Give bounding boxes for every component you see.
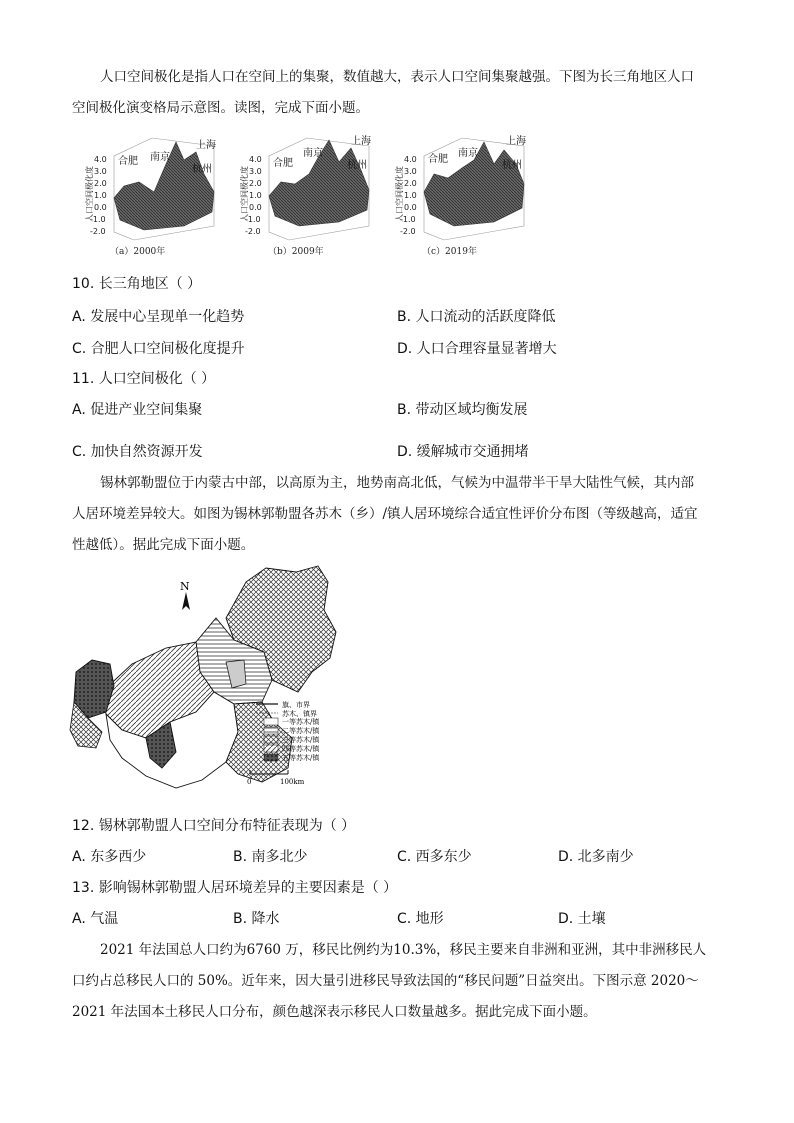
svg-text:N: N bbox=[180, 580, 190, 593]
svg-text:0.0: 0.0 bbox=[249, 203, 262, 212]
svg-text:4.0: 4.0 bbox=[249, 155, 262, 164]
passage-line: 空间极化演变格局示意图。读图，完成下面小题。 bbox=[72, 100, 369, 116]
svg-text:1.0: 1.0 bbox=[249, 191, 262, 200]
option-c[interactable]: C. 西多东少 bbox=[397, 849, 472, 865]
option-b[interactable]: B. 人口流动的活跃度降低 bbox=[397, 309, 556, 325]
city-label: 南京 bbox=[150, 152, 170, 163]
svg-text:三等苏木/镇: 三等苏木/镇 bbox=[282, 736, 320, 744]
option-c[interactable]: C. 合肥人口空间极化度提升 bbox=[72, 341, 245, 357]
option-a[interactable]: A. 促进产业空间集聚 bbox=[72, 402, 203, 418]
svg-text:-1.0: -1.0 bbox=[90, 215, 106, 224]
option-c[interactable]: C. 加快自然资源开发 bbox=[72, 444, 203, 460]
svg-text:-2.0: -2.0 bbox=[400, 227, 416, 236]
passage-line: 人口空间极化是指人口在空间上的集聚，数值越大，表示人口空间集聚越强。下图为长三角地区人口 bbox=[100, 69, 694, 85]
figure-caption: （c）2019年 bbox=[422, 247, 477, 257]
option-d[interactable]: D. 土壤 bbox=[558, 911, 606, 927]
svg-text:0: 0 bbox=[247, 778, 252, 786]
svg-text:1.0: 1.0 bbox=[404, 191, 417, 200]
surface-plot-2000 bbox=[84, 138, 216, 240]
city-label: 南京 bbox=[303, 148, 323, 159]
svg-text:2.0: 2.0 bbox=[249, 179, 262, 188]
svg-text:-1.0: -1.0 bbox=[400, 215, 416, 224]
svg-text:-2.0: -2.0 bbox=[90, 227, 106, 236]
option-b[interactable]: B. 带动区域均衡发展 bbox=[397, 402, 528, 418]
svg-text:1.0: 1.0 bbox=[94, 191, 107, 200]
city-label: 合肥 bbox=[428, 154, 448, 165]
passage-line: 2021 年法国总人口约为6760 万，移民比例约为10.3%，移民主要来自非洲和亚洲，其中非洲移民人 bbox=[100, 942, 707, 958]
intro-passage-3 bbox=[72, 935, 722, 1028]
svg-text:0.0: 0.0 bbox=[94, 203, 107, 212]
svg-text:4.0: 4.0 bbox=[94, 155, 107, 164]
north-arrow-icon bbox=[180, 580, 190, 610]
figure-caption: （a）2000年 bbox=[110, 247, 166, 257]
svg-text:旗、市界: 旗、市界 bbox=[282, 701, 310, 709]
svg-text:4.0: 4.0 bbox=[404, 155, 417, 164]
city-label: 合肥 bbox=[118, 156, 138, 167]
question-10-stem: 10. 长三角地区（ ） bbox=[72, 276, 202, 292]
passage-line: 锡林郭勒盟位于内蒙古中部，以高原为主，地势南高北低，气候为中温带半干旱大陆性气候，其内部 bbox=[100, 475, 694, 491]
axis-label: 人口空间极化度 bbox=[85, 166, 94, 222]
city-label: 上海 bbox=[506, 136, 526, 147]
svg-text:100km: 100km bbox=[280, 778, 305, 786]
svg-text:0.0: 0.0 bbox=[404, 203, 417, 212]
city-label: 上海 bbox=[351, 136, 371, 147]
svg-text:二等苏木/镇: 二等苏木/镇 bbox=[282, 727, 320, 735]
svg-text:-1.0: -1.0 bbox=[245, 215, 261, 224]
option-d[interactable]: D. 人口合理容量显著增大 bbox=[397, 341, 557, 357]
question-11-stem: 11. 人口空间极化（ ） bbox=[72, 371, 216, 387]
city-label: 合肥 bbox=[273, 158, 293, 169]
option-b[interactable]: B. 降水 bbox=[233, 911, 280, 927]
option-d[interactable]: D. 北多南少 bbox=[558, 849, 634, 865]
passage-line: 性越低）。据此完成下面小题。 bbox=[72, 537, 255, 553]
city-label: 杭州 bbox=[502, 160, 522, 171]
intro-passage-2 bbox=[72, 468, 722, 561]
option-a[interactable]: A. 气温 bbox=[72, 911, 119, 927]
option-c[interactable]: C. 地形 bbox=[397, 911, 444, 927]
xilingol-map bbox=[66, 562, 366, 810]
passage-line: 2021 年法国本土移民人口分布，颜色越深表示移民人口数量越多。据此完成下面小题。 bbox=[72, 1004, 597, 1020]
surface-plot-2019 bbox=[394, 134, 526, 240]
svg-text:2.0: 2.0 bbox=[94, 179, 107, 188]
option-a[interactable]: A. 东多西少 bbox=[72, 849, 147, 865]
svg-text:四等苏木/镇: 四等苏木/镇 bbox=[282, 745, 320, 753]
svg-text:苏木、镇界: 苏木、镇界 bbox=[282, 710, 317, 718]
svg-text:3.0: 3.0 bbox=[94, 167, 107, 176]
option-d[interactable]: D. 缓解城市交通拥堵 bbox=[397, 444, 529, 460]
city-label: 南京 bbox=[458, 148, 478, 159]
question-13-stem: 13. 影响锡林郭勒盟人居环境差异的主要因素是（ ） bbox=[72, 880, 398, 896]
city-label: 杭州 bbox=[192, 164, 212, 175]
svg-text:五等苏木/镇: 五等苏木/镇 bbox=[282, 754, 320, 762]
svg-text:人口空间极化度: 人口空间极化度 bbox=[240, 166, 249, 222]
svg-text:3.0: 3.0 bbox=[249, 167, 262, 176]
svg-text:3.0: 3.0 bbox=[404, 167, 417, 176]
svg-text:一等苏木/镇: 一等苏木/镇 bbox=[282, 718, 320, 726]
passage-line: 口约占总移民人口的 50%。近年来，因大量引进移民导致法国的“移民问题”日益突出。下图示意 2020～ bbox=[72, 973, 699, 989]
intro-passage-1 bbox=[72, 62, 722, 124]
city-label: 杭州 bbox=[347, 160, 367, 171]
svg-text:人口空间极化度: 人口空间极化度 bbox=[395, 166, 404, 222]
option-b[interactable]: B. 南多北少 bbox=[233, 849, 308, 865]
surface-plot-2009 bbox=[239, 134, 371, 240]
option-a[interactable]: A. 发展中心呈现单一化趋势 bbox=[72, 309, 245, 325]
city-label: 上海 bbox=[196, 140, 216, 151]
polarization-figure bbox=[84, 134, 564, 262]
passage-line: 人居环境差异较大。如图为锡林郭勒盟各苏木（乡）/镇人居环境综合适宜性评价分布图（等级越高，适宜 bbox=[72, 506, 698, 522]
svg-text:2.0: 2.0 bbox=[404, 179, 417, 188]
figure-caption: （b）2009年 bbox=[268, 247, 324, 257]
question-12-stem: 12. 锡林郭勒盟人口空间分布特征表现为（ ） bbox=[72, 818, 356, 834]
svg-text:-2.0: -2.0 bbox=[245, 227, 261, 236]
